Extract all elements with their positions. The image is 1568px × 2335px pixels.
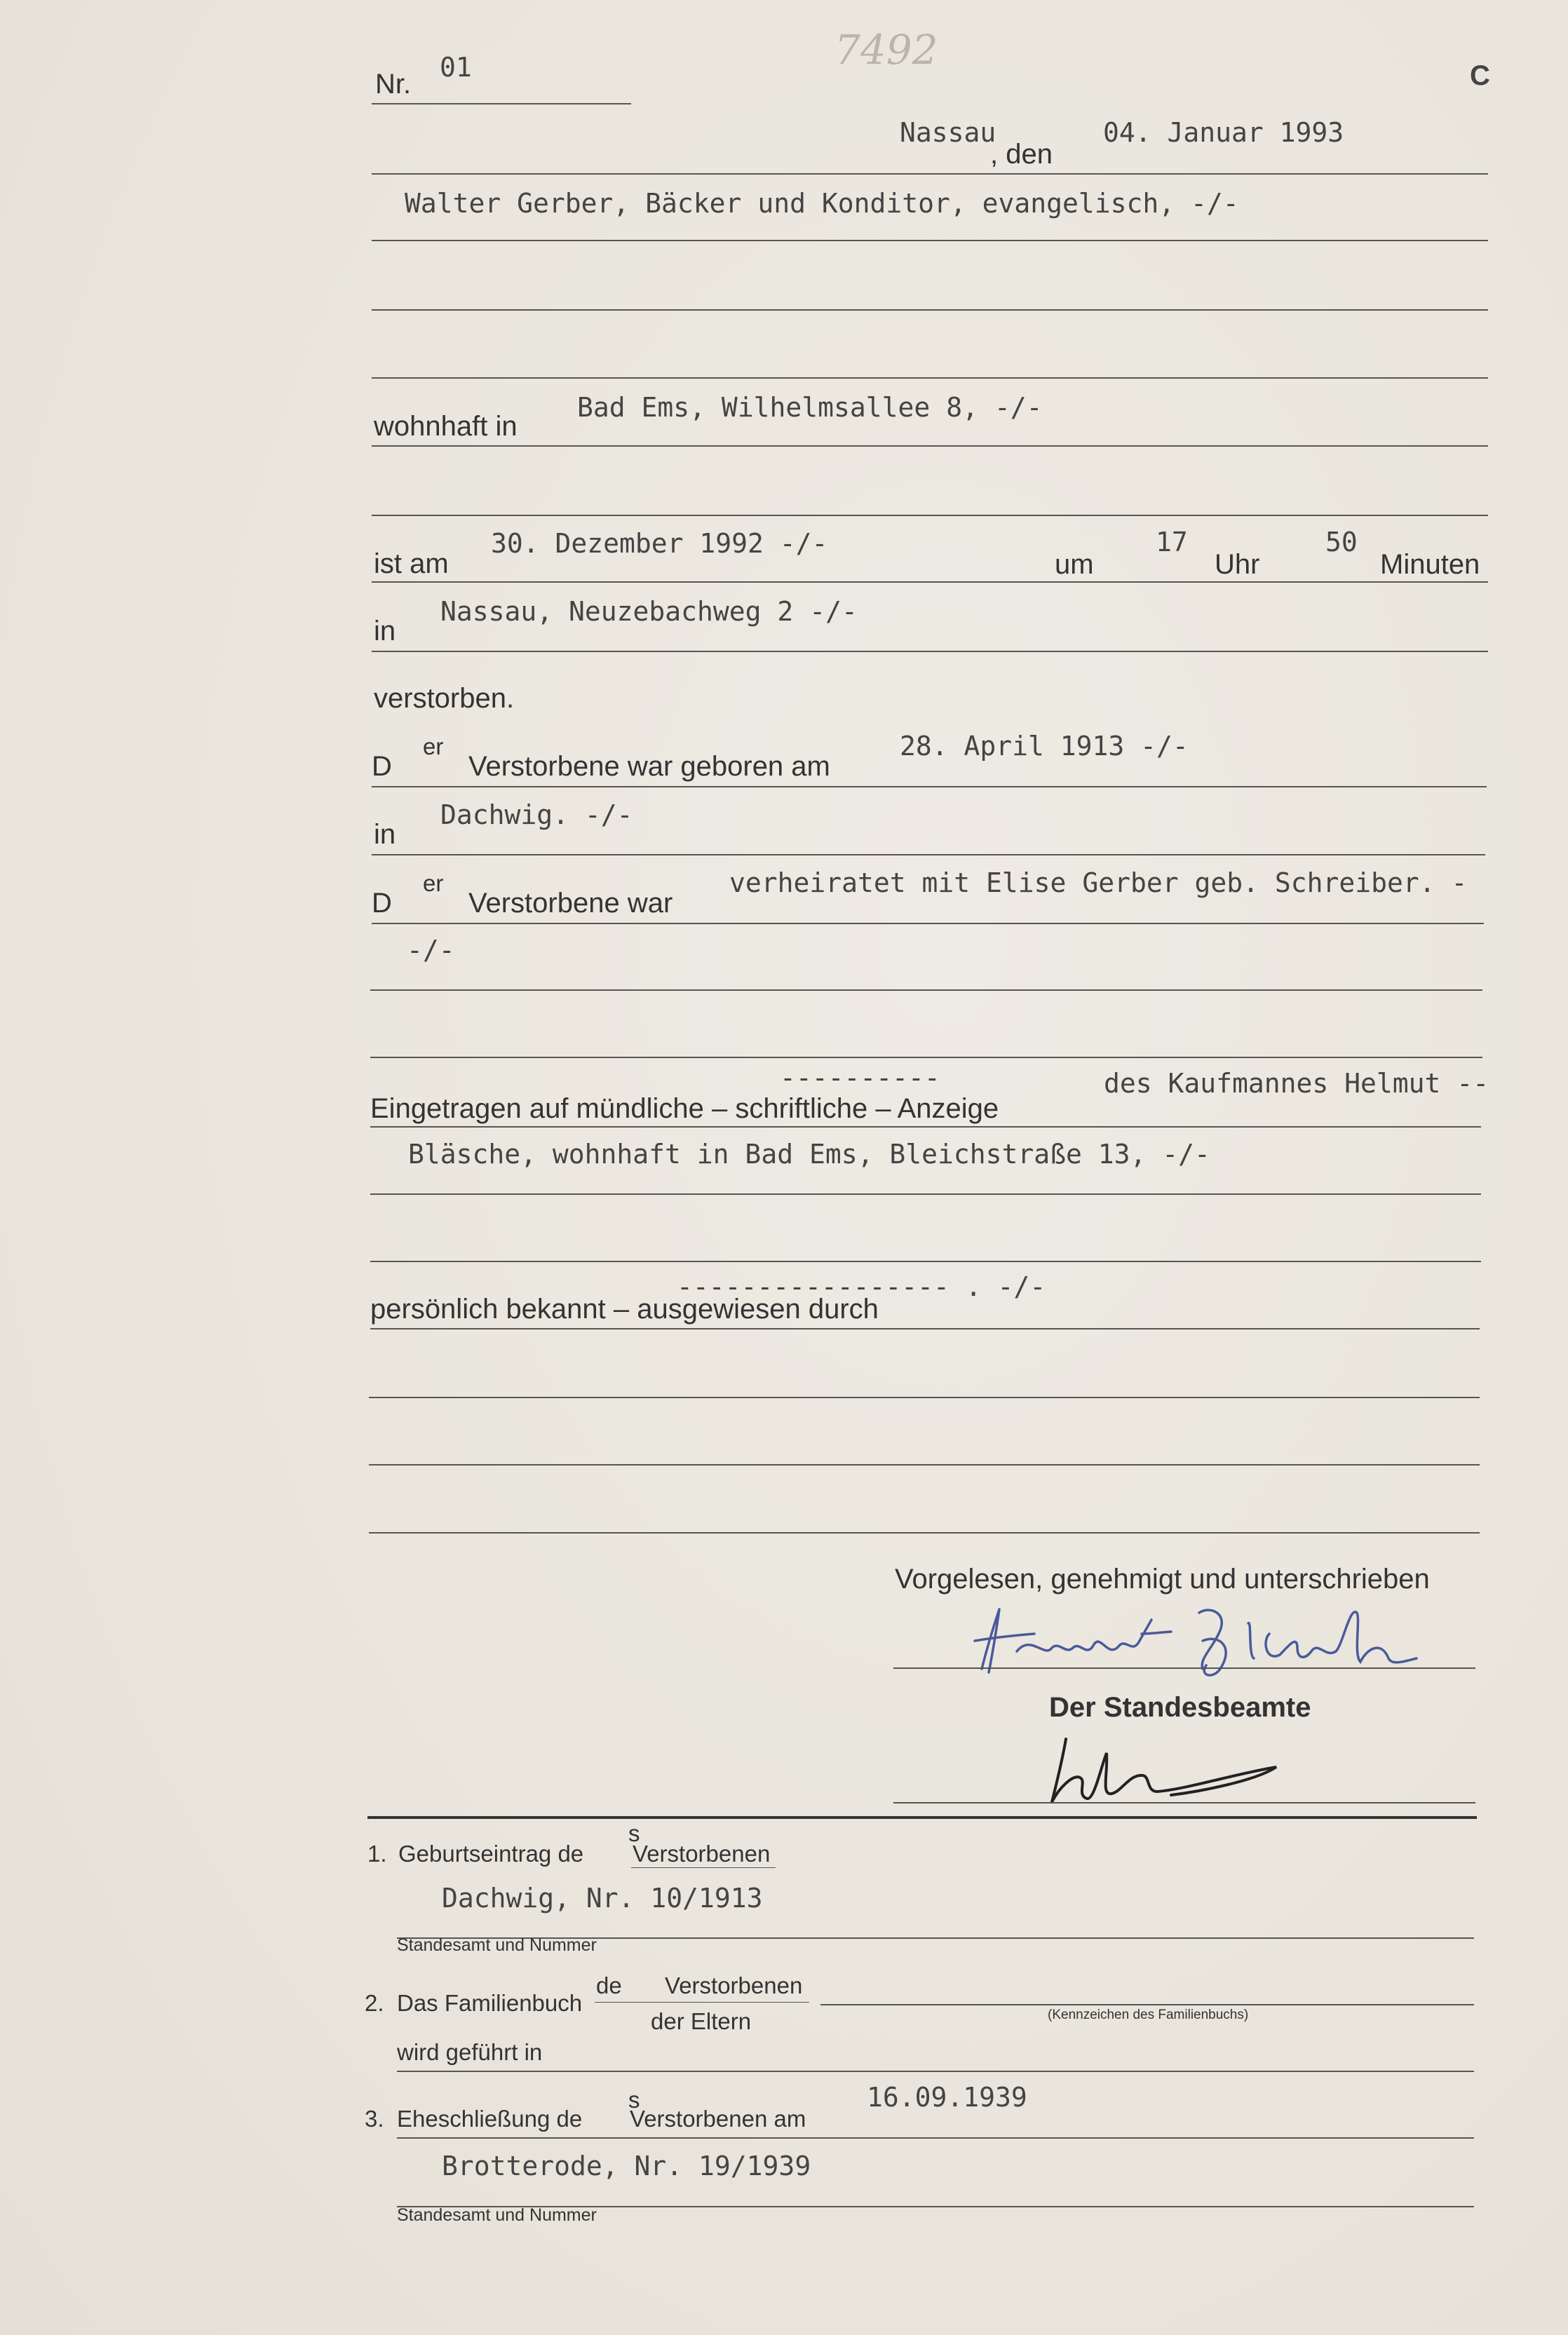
- birth-place: Dachwig. -/-: [440, 799, 633, 830]
- in-label-2: in: [374, 819, 396, 850]
- anzeige-continued: Bläsche, wohnhaft in Bad Ems, Bleichstraße 13, -/-: [408, 1139, 1210, 1170]
- item1-verstorbenen: Verstorbenen: [633, 1841, 771, 1867]
- rule-3: [372, 309, 1488, 311]
- item3-label: Eheschließung de: [397, 2106, 583, 2132]
- item2-label: Das Familienbuch: [397, 1990, 583, 2016]
- item2-eltern: der Eltern: [651, 2008, 752, 2034]
- footer-separator: [367, 1816, 1477, 1819]
- ist-am-label: ist am: [374, 548, 449, 579]
- bekannt-strikeout: ----------------- . -/-: [677, 1271, 1046, 1302]
- item1-label: Geburtseintrag de: [398, 1841, 584, 1867]
- item3-date-rule: [397, 2137, 1474, 2139]
- standesbeamte-label: Der Standesbeamte: [1049, 1692, 1311, 1723]
- in-label-1: in: [374, 616, 396, 647]
- married-continued: -/-: [407, 935, 455, 966]
- anzeige-label: Eingetragen auf mündliche – schriftliche – Anzeige: [370, 1093, 999, 1124]
- rule-4: [372, 377, 1488, 379]
- anzeige-value: des Kaufmannes Helmut --: [1104, 1068, 1489, 1099]
- rule-8: [372, 651, 1488, 652]
- rule-15: [370, 1193, 1481, 1195]
- rule-11: [372, 923, 1484, 924]
- bekannt-label: persönlich bekannt – ausgewiesen durch: [370, 1294, 879, 1325]
- birth-date: 28. April 1913 -/-: [900, 731, 1189, 762]
- signature-line-informant: [893, 1667, 1475, 1669]
- item1-standesamt-caption: Standesamt und Nummer: [397, 1935, 597, 1955]
- nr-label: Nr.: [375, 69, 412, 100]
- item2-gefuehrt: wird geführt in: [397, 2039, 543, 2065]
- rule-18: [369, 1397, 1480, 1398]
- wohnhaft-value: Bad Ems, Wilhelmsallee 8, -/-: [577, 392, 1043, 423]
- signature-line-official: [893, 1802, 1475, 1803]
- rule-10: [372, 854, 1485, 855]
- uhr-label: Uhr: [1215, 549, 1260, 580]
- married-value: verheiratet mit Elise Gerber geb. Schreiber. -: [729, 867, 1468, 898]
- er-suffix-1: er: [423, 733, 444, 759]
- item2-verstorbenen: Verstorbenen: [665, 1972, 803, 1998]
- death-place: Nassau, Neuzebachweg 2 -/-: [440, 596, 858, 627]
- rule-6: [372, 515, 1488, 516]
- d-label-2: D: [372, 888, 392, 919]
- item2-number: 2.: [365, 1990, 384, 2016]
- wohnhaft-label: wohnhaft in: [374, 411, 518, 442]
- place-value: Nassau: [900, 117, 996, 148]
- death-date: 30. Dezember 1992 -/-: [491, 528, 828, 559]
- item1-value: Dachwig, Nr. 10/1913: [442, 1883, 763, 1914]
- item3-standesamt-caption: Standesamt und Nummer: [397, 2205, 597, 2225]
- um-label: um: [1055, 549, 1094, 580]
- item1-s-suffix: s: [628, 1820, 640, 1846]
- informant-signature: [968, 1592, 1459, 1683]
- item2-fraction-line: [595, 2002, 809, 2003]
- item2-kenn-rule: [820, 2004, 1474, 2005]
- item2-de: de: [596, 1972, 622, 1998]
- born-label: Verstorbene war geboren am: [468, 751, 830, 782]
- den-label: , den: [990, 139, 1053, 170]
- nr-underline: [372, 103, 631, 104]
- rule-12: [370, 989, 1482, 991]
- verstorben-label: verstorben.: [374, 683, 515, 714]
- item3-value: Brotterode, Nr. 19/1939: [442, 2151, 811, 2181]
- rule-9: [372, 786, 1487, 787]
- rule-13: [370, 1057, 1482, 1058]
- d-label-1: D: [372, 751, 392, 782]
- item3-date: 16.09.1939: [867, 2082, 1027, 2113]
- date-value: 04. Januar 1993: [1103, 117, 1344, 148]
- rule-7: [372, 581, 1488, 583]
- nr-value: 01: [440, 52, 472, 83]
- married-label: Verstorbene war: [468, 888, 673, 919]
- rule-2: [372, 240, 1488, 241]
- informant-line-1: Walter Gerber, Bäcker und Konditor, evangelisch, -/-: [405, 188, 1239, 219]
- rule-20: [369, 1532, 1480, 1534]
- rule-17: [370, 1328, 1480, 1329]
- corner-letter: C: [1470, 60, 1490, 91]
- death-hour: 17: [1156, 527, 1188, 557]
- rule-1: [372, 173, 1488, 175]
- item1-verst-underline: [631, 1867, 776, 1868]
- anzeige-strikeout: ----------: [780, 1062, 940, 1093]
- handwritten-number: 7492: [834, 26, 938, 74]
- item2-kennzeichen-caption: (Kennzeichen des Familienbuchs): [1048, 2008, 1249, 2022]
- item2-rule: [397, 2071, 1474, 2072]
- rule-19: [369, 1464, 1480, 1466]
- er-suffix-2: er: [423, 870, 444, 896]
- minuten-label: Minuten: [1380, 549, 1480, 580]
- item1-number: 1.: [367, 1841, 387, 1867]
- rule-14: [370, 1126, 1481, 1128]
- rule-5: [372, 445, 1488, 447]
- item3-verstorbenen-am: Verstorbenen am: [630, 2106, 806, 2132]
- item3-s-suffix: s: [628, 2087, 640, 2113]
- vorgelesen-label: Vorgelesen, genehmigt und unterschrieben: [895, 1564, 1430, 1595]
- rule-16: [370, 1261, 1481, 1262]
- item3-number: 3.: [365, 2106, 384, 2132]
- death-minute: 50: [1325, 527, 1358, 557]
- official-signature: [1024, 1725, 1318, 1809]
